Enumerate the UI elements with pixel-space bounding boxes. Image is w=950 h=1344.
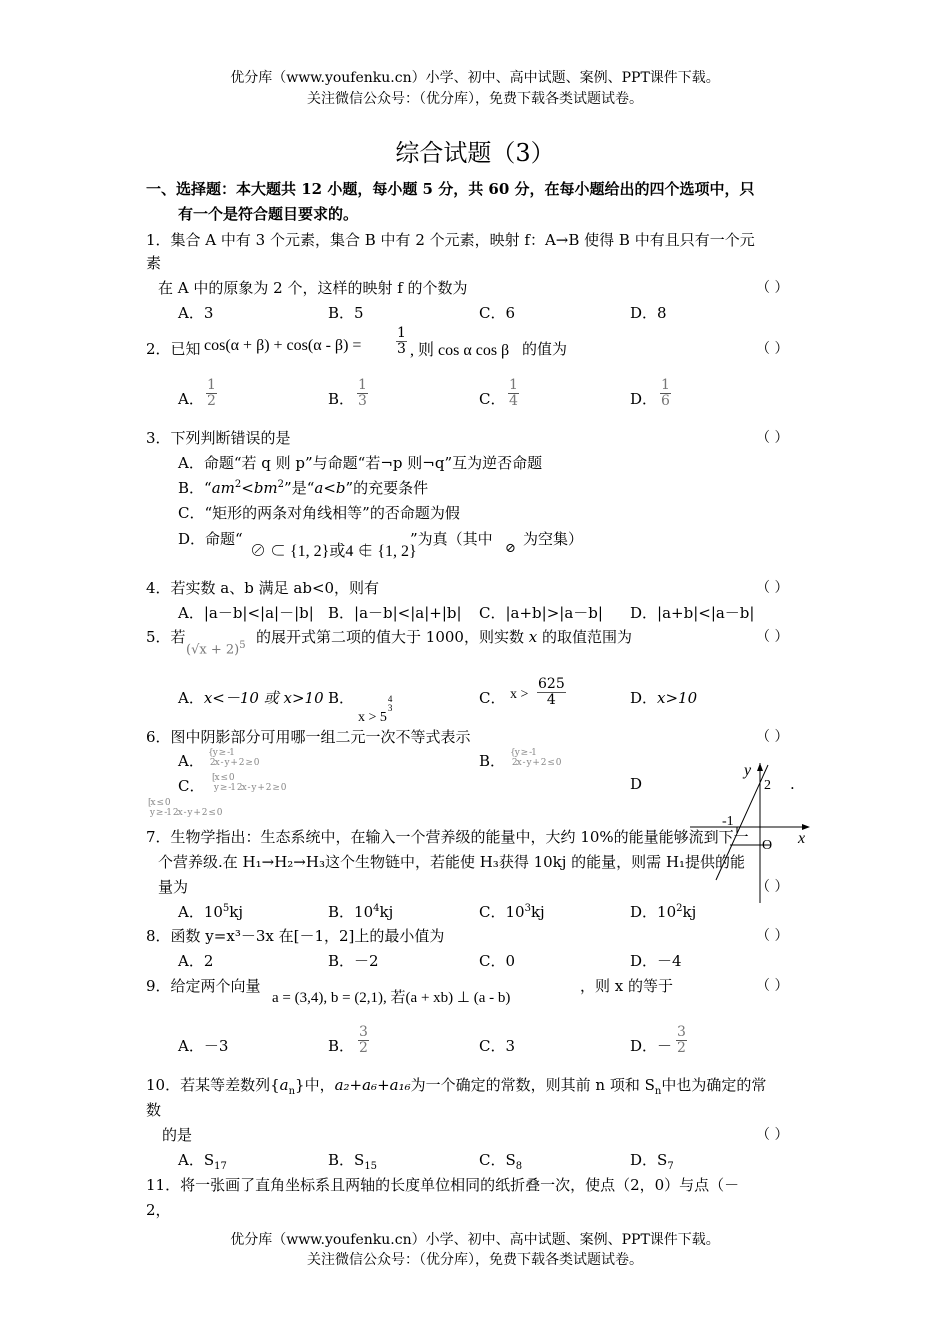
q3-b-end: ”的充要条件 [345,479,429,497]
q5-stem-end: 的取值范围为 [541,628,632,646]
q6-a-sys2: 2x - y + 2 ≥ 0 [209,758,259,768]
q6-d-sys2: y ≥ -1 2x - y + 2 ≤ 0 [149,808,222,818]
q7-b-sup: 4 [373,903,380,914]
q5-option-a [178,687,324,708]
q7-line-1: 7．生物学指出：生态系统中，在输入一个营养级的能量中，大约 10%的能量能够流到下一 [146,828,749,846]
q5-b-expr: x > 5 [358,710,387,725]
q8-option-b: B．－2 [328,952,379,970]
footer-line-2: 关注微信公众号：（优分库），免费下载各类试题试卷。 [307,1252,643,1268]
q6-b-sys2: 2x - y + 2 ≤ 0 [511,758,561,768]
header-line-1: 优分库（www.youfenku.cn）小学、初中、高中试题、案例、PPT课件下载。 [230,70,720,86]
q6-option-d-label: D [630,775,643,793]
q9-option-b-label: B． [328,1037,355,1055]
q5-option-c-expr: x > [510,687,529,702]
q10-a-sub: 17 [214,1161,227,1172]
q8-option-a: A．2 [178,952,214,970]
q10-expr: a₂+a₆+a₁₆ [334,1076,411,1094]
q5-option-c-frac [537,677,566,708]
q1-option-c: C．6 [479,304,516,322]
q5-option-d [630,687,697,708]
q6-answer-paren: （ ） [756,729,789,745]
q2-fraction-den: 3 [397,341,406,357]
q4-option-c: C．|a+b|>|a－b| [479,604,603,622]
q2-option-a-label: A． [178,390,204,408]
q7-a-sup: 5 [222,903,230,914]
q5-stem-pre: 5．若 [146,628,186,646]
footer-line-1: 优分库（www.youfenku.cn）小学、初中、高中试题、案例、PPT课件下载。 [230,1232,720,1248]
q7-line-3: 量为 [158,878,189,896]
q9-stem-post: ，则 x 的等于 [580,977,673,995]
q4-option-a: A．|a－b|<|a|－|b| [178,604,314,622]
q5-b-sup-d: 3 [387,703,393,713]
q3-b-mid: < [241,479,254,497]
q1-option-d: D．8 [630,304,667,322]
q9-b-den: 2 [359,1040,368,1056]
q7-b-unit: kj [379,903,394,921]
q3-option-c: C．“矩形的两条对角线相等”的否命题为假 [178,504,460,522]
q2-option-a-den: 2 [207,393,216,409]
q10-line-2: 数 [146,1101,162,1119]
q7-answer-paren: （ ） [756,879,789,895]
q4-answer-paren: （ ） [756,580,789,596]
q8-option-d: D．－4 [630,952,682,970]
q1-option-a: A．3 [178,304,214,322]
q2-suffix: 的值为 [522,340,568,358]
q3-b-post: ”是“ [284,479,315,497]
q2-expression-2: , 则 cos α cos β [410,342,510,359]
q9-answer-paren: （ ） [756,978,789,994]
q1-line-1: 1．集合 A 中有 3 个元素，集合 B 中有 2 个元素，映射 f：A→B 使得 B 中有且只有一个元 [146,231,755,249]
q2-option-d-den: 6 [661,393,670,409]
graph-tick-2: 2 [764,778,771,793]
q5-option-b-label: B． [328,689,355,707]
q5-answer-paren: （ ） [756,629,789,645]
q2-option-d-num: 1 [661,377,670,393]
q5-a-label: A． [178,689,204,707]
q7-option-b [328,901,393,922]
q7-a-unit: kj [229,903,244,921]
q7-line-2: 个营养级.在 H₁→H₂→H₃这个生物链中，若能使 H₃获得 10kj 的能量，则需 H₁提供的能 [158,853,746,871]
q11-line-2: 2， [146,1201,171,1219]
q3-b-expr3: a<b [314,479,346,497]
q3-option-b: B．“$am^2<bm^2$”是“a<b”的充要条件 [178,479,429,497]
q7-b: B．10 [328,903,374,921]
q7-option-c [479,901,545,922]
q6-dot: . [790,775,795,793]
q6-b-sys1: y ≥ -1 [514,748,536,758]
q2-option-a-num: 1 [207,377,216,393]
q1-line-2: 素 [146,254,162,272]
q9-option-d-label: D．－ [630,1037,673,1055]
q9-option-b-frac [358,1025,369,1056]
q9-option-c: C．3 [479,1037,516,1055]
q6-a-sys1: y ≥ -1 [212,748,234,758]
q3-option-d-post: ”为真（其中 [410,530,493,548]
q10-b-label: B．S [328,1151,365,1169]
q10-option-a [178,1149,227,1172]
q4-option-b: B．|a－b|<|a|+|b| [328,604,462,622]
q9-option-a: A．－3 [178,1037,229,1055]
header-line-2: 关注微信公众号：（优分库），免费下载各类试题试卷。 [307,91,643,107]
q5-b-sup-n: 4 [387,694,393,704]
q7-option-d [630,901,696,922]
q5-d-label: D． [630,689,658,707]
page-title: 综合试题（3） [395,139,555,167]
q5-a-expr: x<－10 或 x>10 [203,689,324,707]
q3-b-pre: B．“ [178,479,212,497]
q6-option-c-system: [x ≤ 0 y ≥ -1 2x - y + 2 ≥ 0 [212,773,286,793]
q10-d-sub: 7 [667,1161,674,1172]
graph-y-arrow [757,763,763,771]
q10-line-3: 的是 [162,1126,193,1144]
q2-prefix: 2．已知 [146,340,201,358]
q5-stem-post: 的展开式第二项的值大于 1000，则实数 [256,628,524,646]
q5-c-den: 4 [546,692,556,708]
q7-d-sup: 2 [676,903,683,914]
q2-option-c-num: 1 [509,377,518,393]
q9-b-num: 3 [359,1024,368,1040]
graph-y-label: y [744,762,752,779]
q4-option-d: D．|a+b|<|a－b| [630,604,755,622]
q7-c: C．10 [479,903,525,921]
q6-c-sys2: y ≥ -1 2x - y + 2 ≥ 0 [213,783,286,793]
graph-x-label: x [798,830,806,847]
q4-stem: 4．若实数 a、b 满足 ab<0，则有 [146,579,380,597]
q7-d-unit: kj [682,903,697,921]
q2-option-c-label: C． [479,390,506,408]
graph-origin: O [762,838,773,853]
empty-set-symbol: ⊘ [505,541,516,556]
q10-option-c [479,1149,522,1172]
q6-c-sys1: x ≤ 0 [214,773,234,783]
q2-answer-paren: （ ） [756,341,789,357]
q9-option-d-frac [676,1025,687,1056]
q2-option-d-label: D． [630,390,658,408]
q11-line-1: 11．将一张画了直角坐标系且两轴的长度单位相同的纸折叠一次，使点（2，0）与点（－ [146,1176,740,1194]
q10-d-label: D．S [630,1151,668,1169]
q6-option-a-system: {y ≥ -1 2x - y + 2 ≥ 0 [208,748,259,768]
q5-option-b-expr [358,695,393,726]
q7-c-sup: 3 [524,903,531,914]
q5-d-expr: x>10 [657,689,698,707]
q10-c-label: C．S [479,1151,516,1169]
q6-option-d-system: [x ≤ 0 y ≥ -1 2x - y + 2 ≤ 0 [148,798,222,818]
q10-mid: }中， [295,1076,335,1094]
q6-d-sys1: x ≤ 0 [150,798,170,808]
q2-expression: cos(α + β) + cos(α - β) = [204,337,362,354]
q2-fraction-num: 1 [397,325,406,341]
q5-expr: (√x + 2) [186,642,240,658]
q3-b-expr2: bm [253,479,278,497]
q10-a: a [279,1076,289,1094]
q10-answer-paren: （ ） [756,1127,789,1143]
q2-fraction [396,326,407,357]
q2-option-b-num: 1 [358,377,367,393]
q10-b-sub: 15 [364,1161,378,1172]
q7-c-unit: kj [530,903,545,921]
q2-option-b-label: B． [328,390,355,408]
q3-answer-paren: （ ） [756,430,789,446]
q2-option-d-frac [660,378,671,409]
q5-expression [186,640,246,657]
q10-sub-n: n [654,1086,662,1097]
q2-option-c-den: 4 [509,393,518,409]
q9-d-den: 2 [677,1040,686,1056]
q10-a-label: A．S [178,1151,215,1169]
q3-option-d-expr: ⊘ ⊂ {1, 2}或4 ∉ {1, 2} [250,543,417,560]
q5-option-c-label: C． [479,689,506,707]
q7-d: D．10 [630,903,677,921]
q5-c-num: 625 [538,676,565,692]
q10-line-1 [146,1074,766,1097]
q9-stem-pre: 9．给定两个向量 [146,977,261,995]
q2-option-b-den: 3 [358,393,367,409]
q6-option-b-label: B． [479,752,506,770]
q3-stem: 3．下列判断错误的是 [146,429,291,447]
q1-option-b: B．5 [328,304,364,322]
section-heading-line-2: 有一个是符合题目要求的。 [178,205,359,223]
q9-d-num: 3 [677,1024,686,1040]
graph-tick-neg1: -1 [722,814,734,829]
q6-option-b-system: {y ≥ -1 2x - y + 2 ≤ 0 [510,748,561,768]
q3-option-d-end: 为空集） [523,530,584,548]
q8-stem: 8．函数 y=x³－3x 在[－1，2]上的最小值为 [146,927,445,945]
q3-option-a: A．命题“若 q 则 p”与命题“若¬p 则¬q”互为逆否命题 [178,454,543,472]
section-heading-line-1: 一、选择题：本大题共 12 小题，每小题 5 分，共 60 分，在每小题给出的四个选项中，只 [146,180,755,198]
q10-option-d [630,1149,674,1172]
q5-stem-x: x [528,628,538,646]
q5-stem [256,626,632,647]
q10-sub: n [288,1086,296,1097]
q10-post: 为一个确定的常数，则其前 n 项和 S [410,1076,655,1094]
q2-option-a-frac [206,378,217,409]
q6-stem: 6．图中阴影部分可用哪一组二元一次不等式表示 [146,728,471,746]
q2-option-c-frac [508,378,519,409]
q2-option-b-frac [357,378,368,409]
q3-option-d-pre: D．命题“ [178,530,243,548]
q6-option-a-label: A． [178,752,204,770]
q1-line-3: 在 A 中的原象为 2 个，这样的映射 f 的个数为 [158,279,468,297]
q9-expression: a = (3,4), b = (2,1), 若(a + xb) ⊥ (a - b) [272,990,511,1006]
q10-option-b [328,1149,377,1172]
q8-option-c: C．0 [479,952,516,970]
q6-option-c-label: C． [178,777,205,795]
q8-answer-paren: （ ） [756,928,789,944]
q5-expr-sup: 5 [239,640,246,651]
q1-answer-paren: （ ） [756,280,789,296]
q10-c-sub: 8 [515,1161,523,1172]
q10-pre: 10．若某等差数列{ [146,1076,280,1094]
q7-a: A．10 [178,903,223,921]
q10-end: 中也为确定的常 [661,1076,767,1094]
q3-b-expr1: am [211,479,235,497]
q7-option-a [178,901,243,922]
